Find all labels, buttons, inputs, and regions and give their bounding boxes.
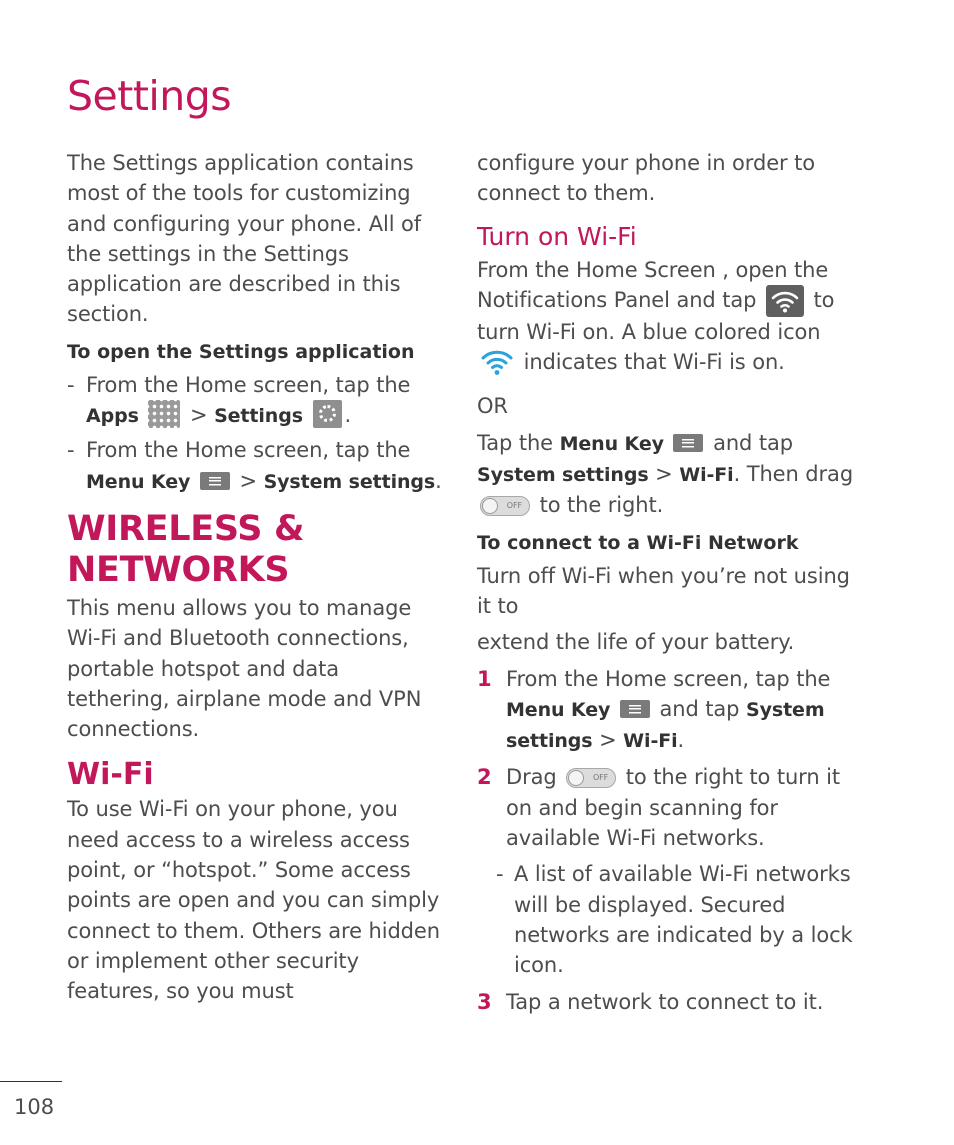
battery-tip: extend the life of your battery. [477, 630, 795, 655]
period: . [435, 468, 442, 493]
step-text: to the right to turn it on and begin scanning for available Wi-Fi networks. [506, 765, 840, 851]
separator: > [655, 462, 673, 487]
turn-on-text-1: From the Home Screen , open the Notifications Panel and tap [477, 257, 829, 312]
and-tap: and tap [659, 696, 740, 721]
tap-menu-key-text [477, 428, 867, 521]
wifi-heading: Wi-Fi [67, 757, 154, 793]
wireless-description: This menu allows you to manage Wi-Fi and Bluetooth connections, portable hotspot and data tethering, airplane mode and VPN connections. [67, 595, 422, 742]
turn-on-text-3: indicates that Wi-Fi is on. [523, 350, 785, 375]
wifi-label: Wi-Fi [623, 730, 678, 753]
wifi-description: To use Wi-Fi on your phone, you need access to a wireless access point, or “hotspot.” Some access points are open and you can simply connect to them. Others are hidden or implement other security features, so you must [67, 797, 440, 1004]
tap-the: Tap the [477, 430, 553, 455]
menu-key-label: Menu Key [559, 432, 664, 455]
step-3 [477, 987, 867, 1017]
step-number: 2 [477, 765, 492, 790]
system-settings-label: System settings [506, 698, 825, 753]
step-2 [477, 762, 867, 853]
note-text: A list of available Wi-Fi networks will be displayed. Secured networks are indicated by a lock icon. [514, 862, 853, 978]
and-tap: and tap [713, 430, 793, 455]
step-1 [477, 664, 867, 757]
menu-key-icon [673, 434, 703, 452]
step-number: 1 [477, 666, 492, 691]
turn-on-wifi-heading: Turn on Wi-Fi [477, 221, 637, 251]
menu-key-icon [620, 700, 650, 718]
toggle-off-label: OFF [506, 501, 522, 511]
period: . [344, 403, 352, 428]
system-settings-label: System settings [263, 470, 436, 493]
toggle-off-icon [566, 768, 616, 788]
toggle-off-label: OFF [592, 773, 609, 783]
step-2-note [477, 859, 867, 980]
turn-on-text-2: to turn Wi-Fi on. A blue colored icon [477, 287, 835, 344]
step-number: 3 [477, 989, 492, 1014]
bullet-dash: - [496, 862, 504, 887]
separator: > [599, 728, 617, 753]
separator: > [239, 468, 257, 493]
bullet-dash: - [67, 372, 75, 397]
instruction-bullet-apps [67, 370, 447, 432]
settings-label: Settings [214, 405, 303, 428]
page-number: 108 [14, 1095, 55, 1119]
to-right: to the right. [539, 493, 664, 518]
system-settings-label: System settings [477, 464, 649, 487]
wireless-networks-heading: WIRELESS & NETWORKS [67, 508, 305, 590]
toggle-off-icon [480, 496, 530, 516]
settings-intro: The Settings application contains most of the tools for customizing and configuring your phone. All of the settings in the Settings application are described in this section. [67, 151, 422, 327]
wifi-blue-icon [480, 347, 514, 385]
turn-off-tip: Turn off Wi-Fi when you’re not using it to [477, 563, 850, 618]
footer-rule [0, 1081, 62, 1082]
open-settings-heading: To open the Settings application [67, 340, 415, 363]
then-drag: . Then drag [733, 462, 854, 487]
left-column [67, 148, 447, 1007]
menu-key-icon [200, 472, 230, 490]
wifi-button-icon [766, 285, 804, 317]
wifi-description-continued: configure your phone in order to connect to them. [477, 151, 815, 206]
step-text: From the Home screen, tap the [506, 666, 831, 691]
page-title: Settings [67, 72, 232, 120]
or-label: OR [477, 394, 508, 419]
separator: > [189, 403, 208, 428]
wifi-label: Wi-Fi [679, 464, 734, 487]
right-column [477, 148, 867, 1017]
step-text: Tap a network to connect to it. [506, 989, 824, 1014]
drag-label: Drag [506, 765, 557, 790]
apps-icon [148, 400, 180, 428]
period: . [677, 728, 685, 753]
apps-label: Apps [86, 405, 139, 428]
turn-on-wifi-text [477, 255, 867, 386]
menu-key-label: Menu Key [506, 698, 611, 721]
bullet-text: From the Home screen, tap the [86, 372, 411, 397]
menu-key-label: Menu Key [86, 470, 191, 493]
settings-gear-icon [313, 400, 342, 428]
instruction-bullet-menu [67, 435, 447, 497]
bullet-text: From the Home screen, tap the [86, 438, 411, 463]
bullet-dash: - [67, 438, 75, 463]
connect-network-heading: To connect to a Wi-Fi Network [477, 531, 799, 554]
